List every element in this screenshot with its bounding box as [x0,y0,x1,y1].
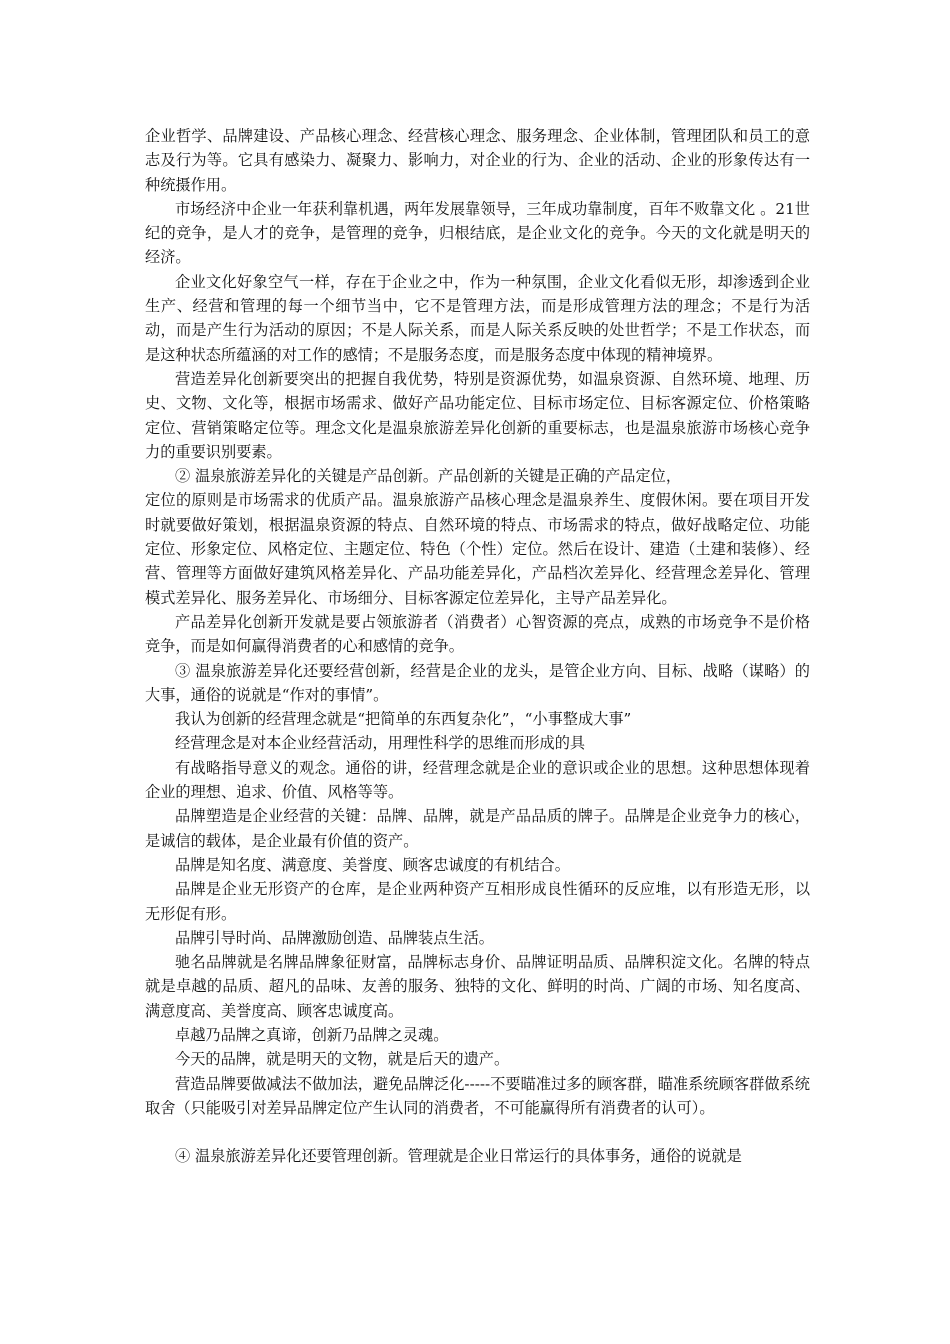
paragraph: 品牌是企业无形资产的仓库，是企业两种资产互相形成良性循环的反应堆，以有形造无形，以无形促有形。 [145,880,810,923]
document-body [145,124,810,1169]
paragraph: 品牌是知名度、满意度、美誉度、顾客忠诚度的有机结合。 [175,855,570,874]
paragraph: 驰名品牌就是名牌品牌象征财富，品牌标志身价、品牌证明品质、品牌积淀文化。名牌的特点就是卓越的品质、超凡的品味、友善的服务、独特的文化、鲜明的时尚、广阔的市场、知名度高、满意度高、美誉度高、顾客忠诚度高。 [145,953,810,1020]
paragraph: ② 温泉旅游差异化的关键是产品创新。产品创新的关键是正确的产品定位， [175,467,682,486]
paragraph: 营造品牌要做减法不做加法，避免品牌泛化-----不要瞄准过多的顾客群，瞄准系统顾客群做系统取舍（只能吸引对差异品牌定位产生认同的消费者，不可能赢得所有消费者的认可）。 [145,1074,810,1117]
paragraph: 品牌引导时尚、品牌激励创造、品牌装点生活。 [175,928,494,947]
paragraph: 卓越乃品牌之真谛，创新乃品牌之灵魂。 [175,1025,449,1044]
paragraph: 产品差异化创新开发就是要占领旅游者（消费者）心智资源的亮点，成熟的市场竞争不是价格竞争，而是如何赢得消费者的心和感情的竞争。 [145,612,810,656]
paragraph: ④ 温泉旅游差异化还要管理创新。管理就是企业日常运行的具体事务，通俗的说就是 [175,1147,742,1166]
paragraph: 有战略指导意义的观念。通俗的讲，经营理念就是企业的意识或企业的思想。这种思想体现着企业的理想、追求、价值、风格等等。 [145,758,810,802]
blank-line [145,1120,810,1144]
paragraph: 我认为创新的经营理念就是“把简单的东西复杂化”，“小事整成大事” [175,710,632,729]
paragraph: 营造差异化创新要突出的把握自我优势，特别是资源优势，如温泉资源、自然环境、地理、历史、文物、文化等，根据市场需求、做好产品功能定位、目标市场定位、目标客源定位、价格策略定位、营销策略定位等。理念文化是温泉旅游差异化创新的重要标志，也是温泉旅游市场核心竞争力的重要识别要素。 [145,369,810,461]
paragraph: 市场经济中企业一年获利靠机遇，两年发展靠领导，三年成功靠制度，百年不败靠文化 。21世纪的竞争，是人才的竞争，是管理的竞争，归根结底，是企业文化的竞争。今天的文化就是明天的经济。 [145,199,810,267]
paragraph: 企业哲学、品牌建设、产品核心理念、经营核心理念、服务理念、企业体制，管理团队和员工的意志及行为等。它具有感染力、凝聚力、影响力，对企业的行为、企业的活动、企业的形象传达有一种统摄作用。 [145,127,810,194]
paragraph: 品牌塑造是企业经营的关键：品牌、品牌，就是产品品质的牌子。品牌是企业竞争力的核心，是诚信的载体，是企业最有价值的资产。 [145,807,810,850]
paragraph: ③ 温泉旅游差异化还要经营创新，经营是企业的龙头，是管企业方向、目标、战略（谋略）的大事，通俗的说就是“作对的事情”。 [145,661,810,704]
paragraph: 定位的原则是市场需求的优质产品。温泉旅游产品核心理念是温泉养生、度假休闲。要在项目开发时就要做好策划，根据温泉资源的特点、自然环境的特点、市场需求的特点，做好战略定位、功能定位、形象定位、风格定位、主题定位、特色（个性）定位。然后在设计、建造（土建和装修）、经营、管理等方面做好建筑风格差异化、产品功能差异化，产品档次差异化、经营理念差异化、管理模式差异化、服务差异化、市场细分、目标客源定位差异化，主导产品差异化。 [145,491,810,607]
paragraph: 今天的品牌，就是明天的文物，就是后天的遗产。 [175,1050,510,1069]
paragraph: 经营理念是对本企业经营活动，用理性科学的思维而形成的具 [175,734,586,753]
paragraph: 企业文化好象空气一样，存在于企业之中，作为一种氛围，企业文化看似无形，却渗透到企业生产、经营和管理的每一个细节当中，它不是管理方法，而是形成管理方法的理念；不是行为活动，而是产生行为活动的原因；不是人际关系，而是人际关系反映的处世哲学；不是工作状态，而是这种状态所蕴涵的对工作的感情；不是服务态度，而是服务态度中体现的精神境界。 [145,272,810,364]
